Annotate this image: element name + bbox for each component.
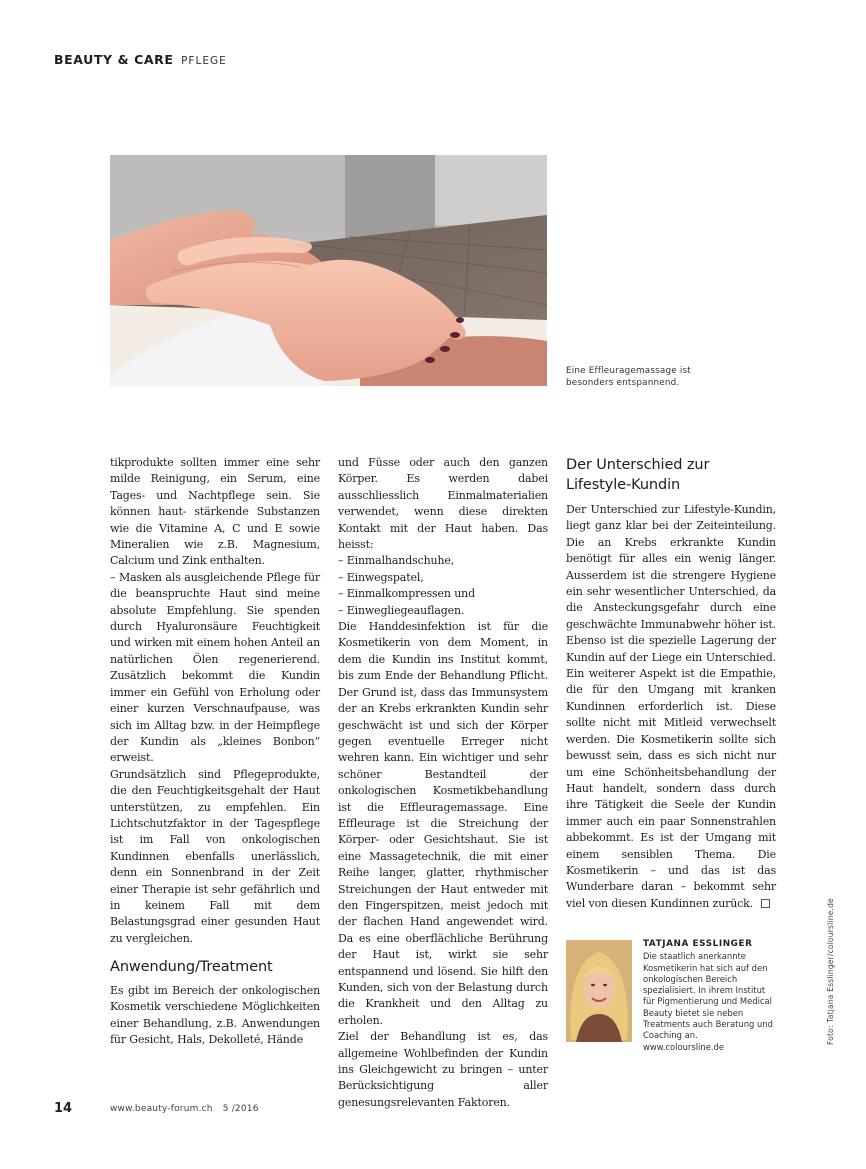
footer-url: www.beauty-forum.ch: [110, 1104, 213, 1114]
author-bio-box: [643, 939, 776, 1053]
page-number: 14: [54, 1101, 73, 1116]
section-subtitle: PFLEGE: [181, 55, 227, 67]
paragraph: Ziel der Behandlung ist es, das allgemeine Wohlbefinden der Kundin ins Gleichgewicht zu bringen – unter Berücksichtigung aller genesungsrelevanten Faktoren.: [338, 1030, 548, 1109]
list-item: – Einmalkompressen und: [338, 587, 475, 601]
footer-issue: 5 /2016: [222, 1104, 259, 1114]
paragraph: – Masken als ausgleichende Pflege für die beanspruchte Haut sind meine absolute Empfehlung. Sie spenden durch Hyaluronsäure Feuchtigkeit und wirken mit einem hohen Anteil an natürlichen Ölen regenerierend. Zusätzlich bekommt die Kundin immer ein Gefühl von Erholung oder einer kurzen Verschnaufpause, was sich im Alltag bzw. in der Heimpflege der Kundin als „kleines Bonbon“ erweist.: [110, 570, 320, 765]
paragraph: Grundsätzlich sind Pflegeprodukte, die den Feuchtigkeitsgehalt der Haut unterstützen, zu empfehlen. Ein Lichtschutzfaktor in der Tagespflege ist im Fall von onkologischen Kundinnen ebenfalls unerlässlich, denn ein Sonnenbrand in der Zeit einer Therapie ist sehr gefährlich und in keinem Fall mit dem Belastungsgrad einer gesunden Haut zu vergleichen.: [110, 767, 320, 945]
massage-illustration: [110, 155, 547, 386]
paragraph: Die Handdesinfektion ist für die Kosmetikerin von dem Moment, in dem die Kundin ins Institut kommt, bis zum Ende der Behandlung Pflicht. Der Grund ist, dass das Immunsystem der an Krebs erkrankten Kundin sehr geschwächt ist und sich der Körper gegen eventuelle Erreger nicht wehren kann. Ein wichtiger und sehr schöner Bestandteil der onkologischen Kosmetikbehandlung ist die Effleuragemassage. Eine Effleurage ist die Streichung der Körper- oder Gesichtshaut. Sie ist eine Massagetechnik, die mit einer Reihe langer, glatter, rhythmischer Streichungen der Haut entweder mit den Fingerspitzen, meist jedoch mit der flachen Hand angewendet wird. Da es eine oberflächliche Berührung der Haut ist, wirkt sie sehr entspannend und lösend. Sie hilft den Kunden, sich von der Belastung durch die Krankheit und den Alltag zu erholen.: [338, 620, 548, 1027]
paragraph: [566, 502, 776, 912]
treatment-heading: Anwendung/Treatment: [110, 959, 273, 975]
list-item: – Einwegliegeauflagen.: [338, 603, 465, 617]
author-bio: Die staatlich anerkannte Kosmetikerin hat sich auf den onkologischen Bereich spezialisiert. In ihrem Institut für Pigmentierung und Medical Beauty bietet sie neben Treatments auch Beratung und Coaching an. www.coloursline.de: [643, 951, 773, 1052]
photo-caption: Eine Effleuragemassage ist besonders entspannend.: [566, 366, 691, 388]
article-column-2: [338, 455, 548, 1111]
author-name: TATJANA ESSLINGER: [643, 939, 753, 949]
footer-info: [110, 1104, 259, 1114]
end-mark-icon: [761, 899, 770, 908]
list-item: – Einwegspatel,: [338, 570, 424, 584]
author-portrait-illustration: [566, 940, 632, 1042]
photo-credit: Foto: Tatjana Esslinger/coloursline.de: [826, 898, 835, 1045]
list-item: – Einmalhandschuhe,: [338, 554, 455, 568]
article-column-1: [110, 455, 320, 947]
treatment-paragraph: [110, 983, 320, 1049]
article-column-3: [566, 502, 776, 912]
paragraph-text: Der Unterschied zur Lifestyle-Kundin, liegt ganz klar bei der Zeiteinteilung. Die an Krebs erkrankte Kundin benötigt für alles ein wenig länger. Ausserdem ist die strengere Hygiene ein sehr wesentlicher Unterschied, da die Ansteckungsgefahr durch eine geschwächte Immunabwehr höher ist. Ebenso ist die spezielle Lagerung der Kundin auf der Liege ein Unterschied. Ein weiterer Aspekt ist die Empathie, die für den Umgang mit kranken Kundinnen erforderlich ist. Diese sollte nicht mit Mitleid verwechselt werden. Die Kosmetikerin sollte sich bewusst sein, dass es sich nicht nur um eine Schönheitsbehandlung der Haut handelt, sondern dass durch ihre Tätigkeit die Seele der Kundin immer auch ein paar Sonnenstrahlen abbekommt. Es ist der Umgang mit einem sensiblen Thema. Die Kosmetikerin – und das ist das Wunderbare daran – bekommt sehr viel von diesen Kundinnen zurück.: [566, 503, 776, 910]
difference-heading: Der Unterschied zur Lifestyle-Kundin: [566, 457, 710, 493]
author-portrait: [566, 940, 632, 1042]
paragraph: und Füsse oder auch den ganzen Körper. Es werden dabei ausschliesslich Einmalmaterialien verwendet, wenn diese direkten Kontakt mit der Haut haben. Das heisst:: [338, 456, 548, 552]
massage-photo: [110, 155, 547, 386]
section-header: [54, 52, 227, 67]
paragraph: tikprodukte sollten immer eine sehr milde Reinigung, ein Serum, eine Tages- und Nachtpflege sein. Sie können haut- stärkende Substanzen wie die Vitamine A, C und E sowie Mineralien wie z.B. Magnesium, Calcium und Zink enthalten.: [110, 456, 320, 568]
section-title: BEAUTY & CARE: [54, 52, 174, 67]
paragraph: Es gibt im Bereich der onkologischen Kosmetik verschiedene Möglichkeiten einer Behandlung, z.B. Anwendungen für Gesicht, Hals, Dekolleté, Hände: [110, 984, 320, 1047]
